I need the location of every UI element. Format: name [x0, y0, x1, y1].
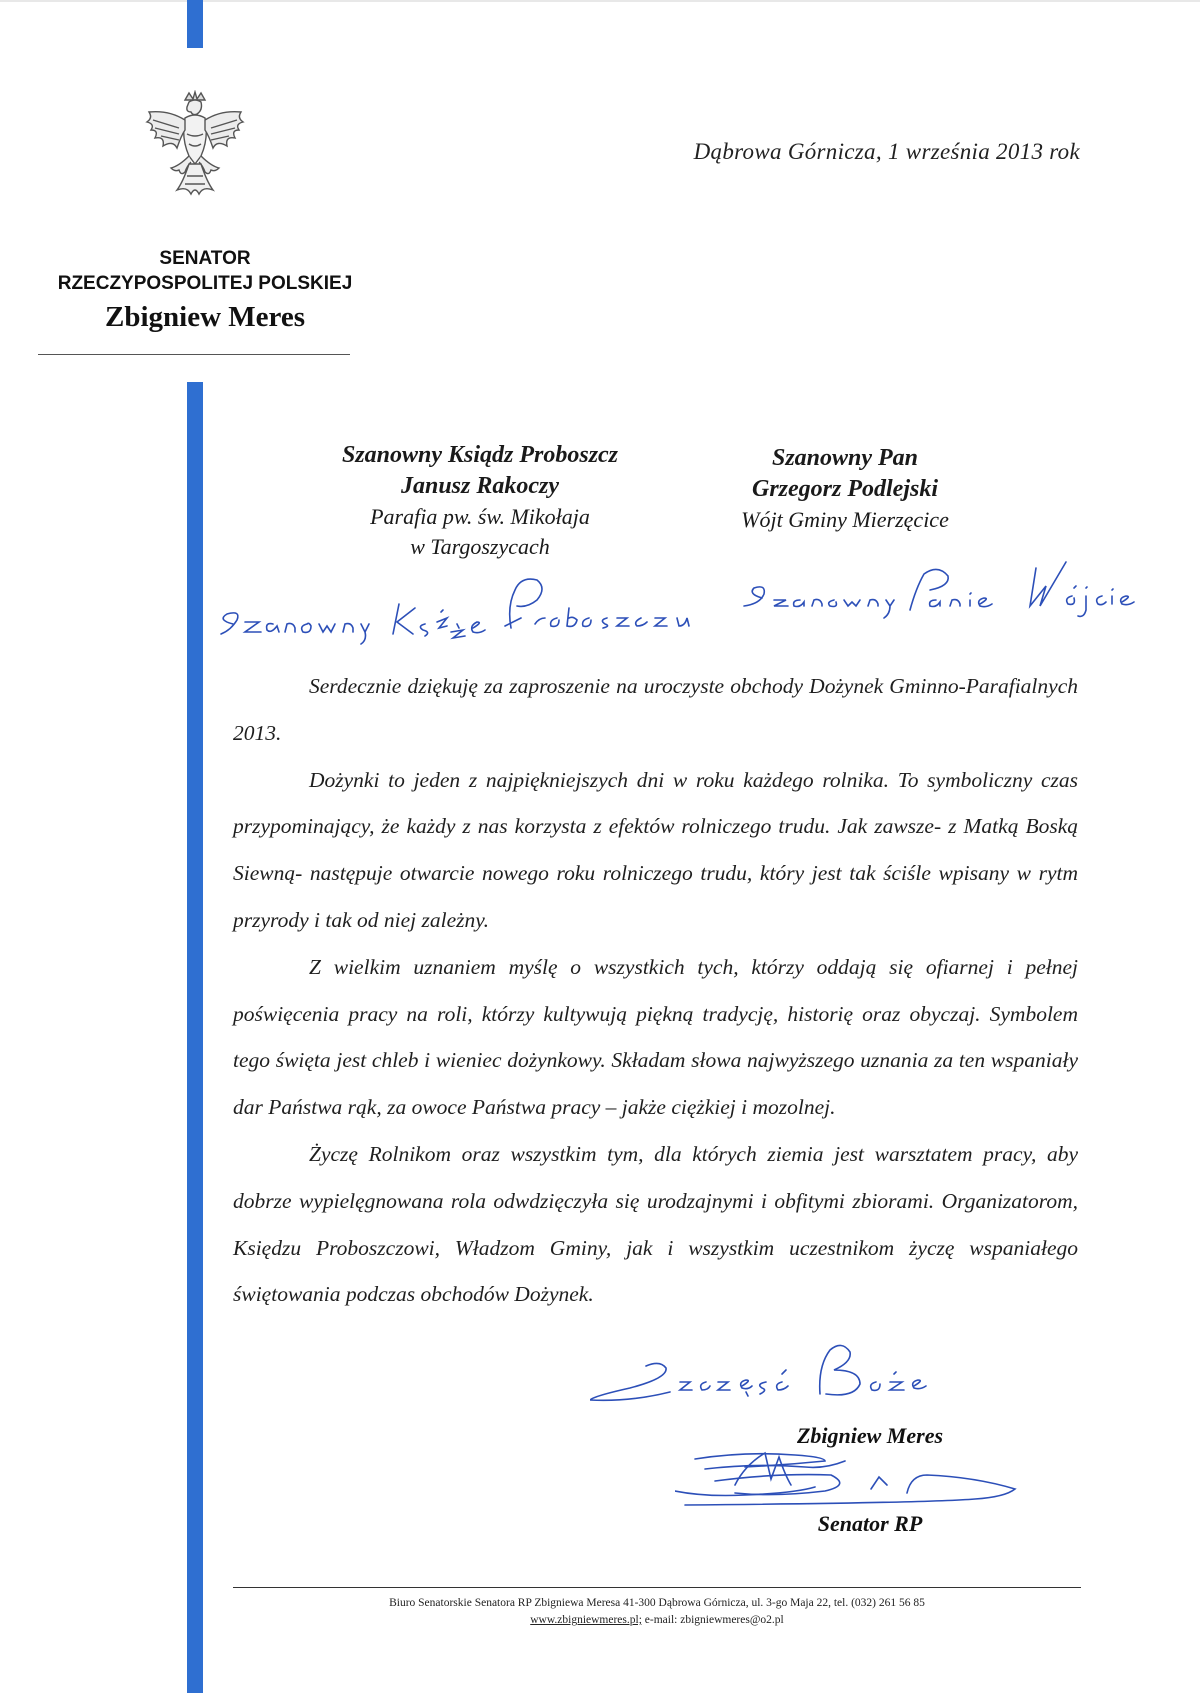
sender-title-line2: RZECZYPOSPOLITEJ POLSKIEJ [57, 273, 353, 294]
footer-address: Biuro Senatorskie Senatora RP Zbigniewa Meresa 41-300 Dąbrowa Górnicza, ul. 3-go Maja 22, tel. (032) 261 56 85 [389, 1597, 925, 1609]
handwritten-closing [590, 1338, 1010, 1418]
handwritten-greeting-right [740, 556, 1140, 628]
footer-contact [233, 1614, 1081, 1626]
addressee-mayor [700, 443, 990, 535]
sender-title-line1: SENATOR [159, 248, 251, 269]
footer-website-link[interactable]: www.zbigniewmeres.pl; [530, 1614, 642, 1626]
letter-body [233, 663, 1078, 1318]
accent-bar-main [187, 382, 203, 1693]
handwritten-greeting-left [215, 566, 705, 648]
date-line: Dąbrowa Górnicza, 1 września 2013 rok [693, 139, 1080, 164]
footer-email: e-mail: zbigniewmeres@o2.pl [641, 1614, 784, 1626]
addressee-name: Janusz Rakoczy [400, 473, 560, 499]
accent-bar-top [187, 0, 203, 48]
body-paragraph: Serdecznie dziękuję za zaproszenie na uroczyste obchody Dożynek Gminno-Parafialnych 2013. [233, 674, 1078, 745]
footer-divider [233, 1587, 1081, 1588]
scan-edge [0, 0, 1200, 2]
addressee-salutation: Szanowny Pan [771, 445, 919, 471]
addressee-salutation: Szanowny Ksiądz Proboszcz [341, 442, 619, 468]
signature [675, 1445, 1035, 1515]
body-paragraph: Z wielkim uznaniem myślę o wszystkich tych, którzy oddają się ofiarnej i pełnej poświęcenia pracy na roli, którzy kultywują piękną tradycję, historię oraz obyczaj. Symbolem tego święta jest chleb i wieniec dożynkowy. Składam słowa najwyższego uznania za ten wspaniały dar Państwa rąk, za owoce Państwa pracy – jakże ciężkiej i mozolnej. [233, 954, 1078, 1120]
body-paragraph: Dożynki to jeden z najpiękniejszych dni w roku każdego rolnika. To symboliczny czas przypominający, że każdy z nas korzysta z efektów rolniczego trudu. Jak zawsze- z Matką Boską Siewną- następuje otwarcie nowego roku rolniczego trudu, który jest tak ściśle wpisany w rytm przyrody i tak od niej zależny. [233, 767, 1078, 932]
addressee-parish-priest [280, 440, 680, 562]
addressee-name: Grzegorz Podlejski [752, 476, 938, 502]
sender-name: Zbigniew Meres [104, 301, 306, 333]
addressee-role: w Targoszycach [410, 534, 550, 559]
closing-role: Senator RP [817, 1511, 923, 1536]
addressee-role: Parafia pw. św. Mikołaja [370, 504, 590, 529]
body-paragraph: Życzę Rolnikom oraz wszystkim tym, dla których ziemia jest warsztatem pracy, aby dobrze wypielęgnowana rola odwdzięczyła się urodzajnymi i obfitymi zbiorami. Organizatorom, Księdzu Proboszczowi, Władzom Gminy, jak i wszystkim uczestnikom życzę wspaniałego świętowania podczas obchodów Dożynek. [233, 1141, 1078, 1307]
polish-eagle-emblem-icon [139, 90, 251, 208]
closing-name: Zbigniew Meres [796, 1423, 944, 1448]
addressee-role: Wójt Gminy Mierzęcice [741, 507, 949, 532]
sender-divider [38, 354, 350, 355]
